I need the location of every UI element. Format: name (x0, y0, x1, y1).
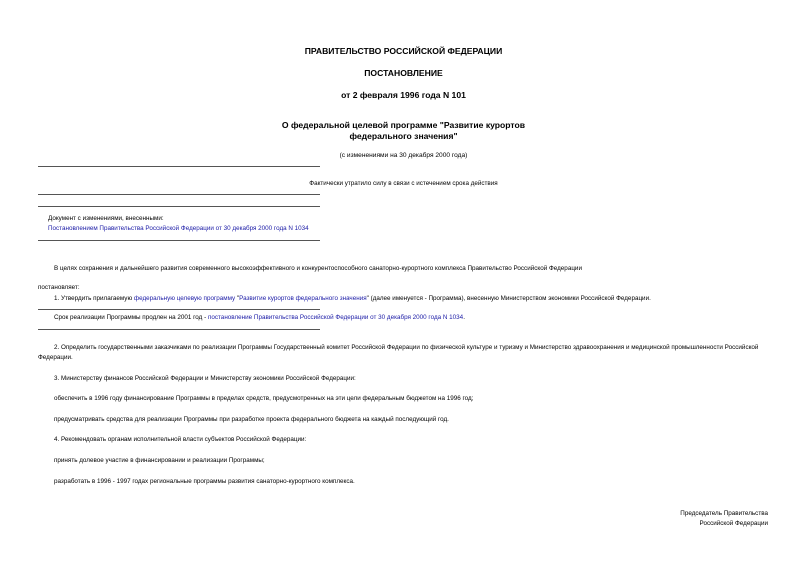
paragraph-1-tail: " (далее именуется - Программа), внесенную Министерством экономики Российской Федерации. (366, 295, 651, 302)
note-end: . (463, 314, 465, 321)
date-number-heading: от 2 февраля 1996 года N 101 (341, 90, 466, 100)
title-line-2: федерального значения" (349, 131, 458, 141)
program-name-link[interactable]: Развитие курортов федерального значения (239, 295, 367, 302)
intro-paragraph: В целях сохранения и дальнейшего развития современного высокоэффективного и конкурентоспособного санаторно-курортного комплекса Правительство Российской Федерации (54, 265, 582, 272)
paragraph-3a: обеспечить в 1996 году финансирование Программы в пределах средств, предусмотренных на эти цели федеральным бюджетом на 1996 год; (54, 395, 474, 402)
status-note: Фактически утратило силу в связи с истечением срока действия (309, 180, 498, 187)
paragraph-4a: принять долевое участие в финансировании и реализации Программы; (54, 457, 265, 464)
paragraph-3: 3. Министерству финансов Российской Федерации и Министерству экономики Российской Федерации: (54, 375, 356, 382)
paragraph-4: 4. Рекомендовать органам исполнительной власти субъектов Российской Федерации: (54, 436, 307, 443)
resolution-link[interactable]: постановление Правительства Российской Федерации от 30 декабря 2000 года N 1034 (207, 314, 464, 321)
signature-title: Председатель Правительства (680, 510, 768, 517)
divider (38, 309, 320, 310)
program-link[interactable]: федеральную целевую программу (133, 295, 236, 302)
divider (38, 194, 320, 195)
divider (38, 166, 320, 167)
term-extension-note (54, 314, 465, 321)
decrees-text: постановляет: (38, 284, 80, 291)
paragraph-3b: предусматривать средства для реализации Программы при разработке проекта федерального бюджета на каждый последующий год. (54, 416, 449, 423)
signature-org: Российской Федерации (699, 520, 768, 527)
quote-open: " (235, 295, 240, 302)
amendments-note: (с изменениями на 30 декабря 2000 года) (339, 152, 468, 159)
divider (38, 240, 320, 241)
paragraph-4b: разработать в 1996 - 1997 годах региональные программы развития санаторно-курортного комплекса. (54, 478, 355, 485)
title-line-1: О федеральной целевой программе "Развитие курортов (281, 120, 526, 130)
document-type-heading: ПОСТАНОВЛЕНИЕ (364, 68, 443, 78)
divider (38, 206, 320, 207)
paragraph-1 (54, 295, 651, 302)
divider (38, 329, 320, 330)
paragraph-2: 2. Определить государственными заказчиками по реализации Программы Государственный комитет Российской Федерации по физической культуре и туризму и Министерство здравоохранения и медицинской промышленности Российской Федерации. (38, 344, 759, 361)
note-text: Срок реализации Программы продлен на 2001 год - (54, 314, 208, 321)
government-heading: ПРАВИТЕЛЬСТВО РОССИЙСКОЙ ФЕДЕРАЦИИ (304, 46, 503, 56)
changes-link[interactable]: Постановлением Правительства Российской Федерации от 30 декабря 2000 года N 1034 (48, 225, 309, 232)
paragraph-1-text: 1. Утвердить прилагаемую (54, 295, 134, 302)
changes-label: Документ с изменениями, внесенными: (48, 215, 164, 222)
